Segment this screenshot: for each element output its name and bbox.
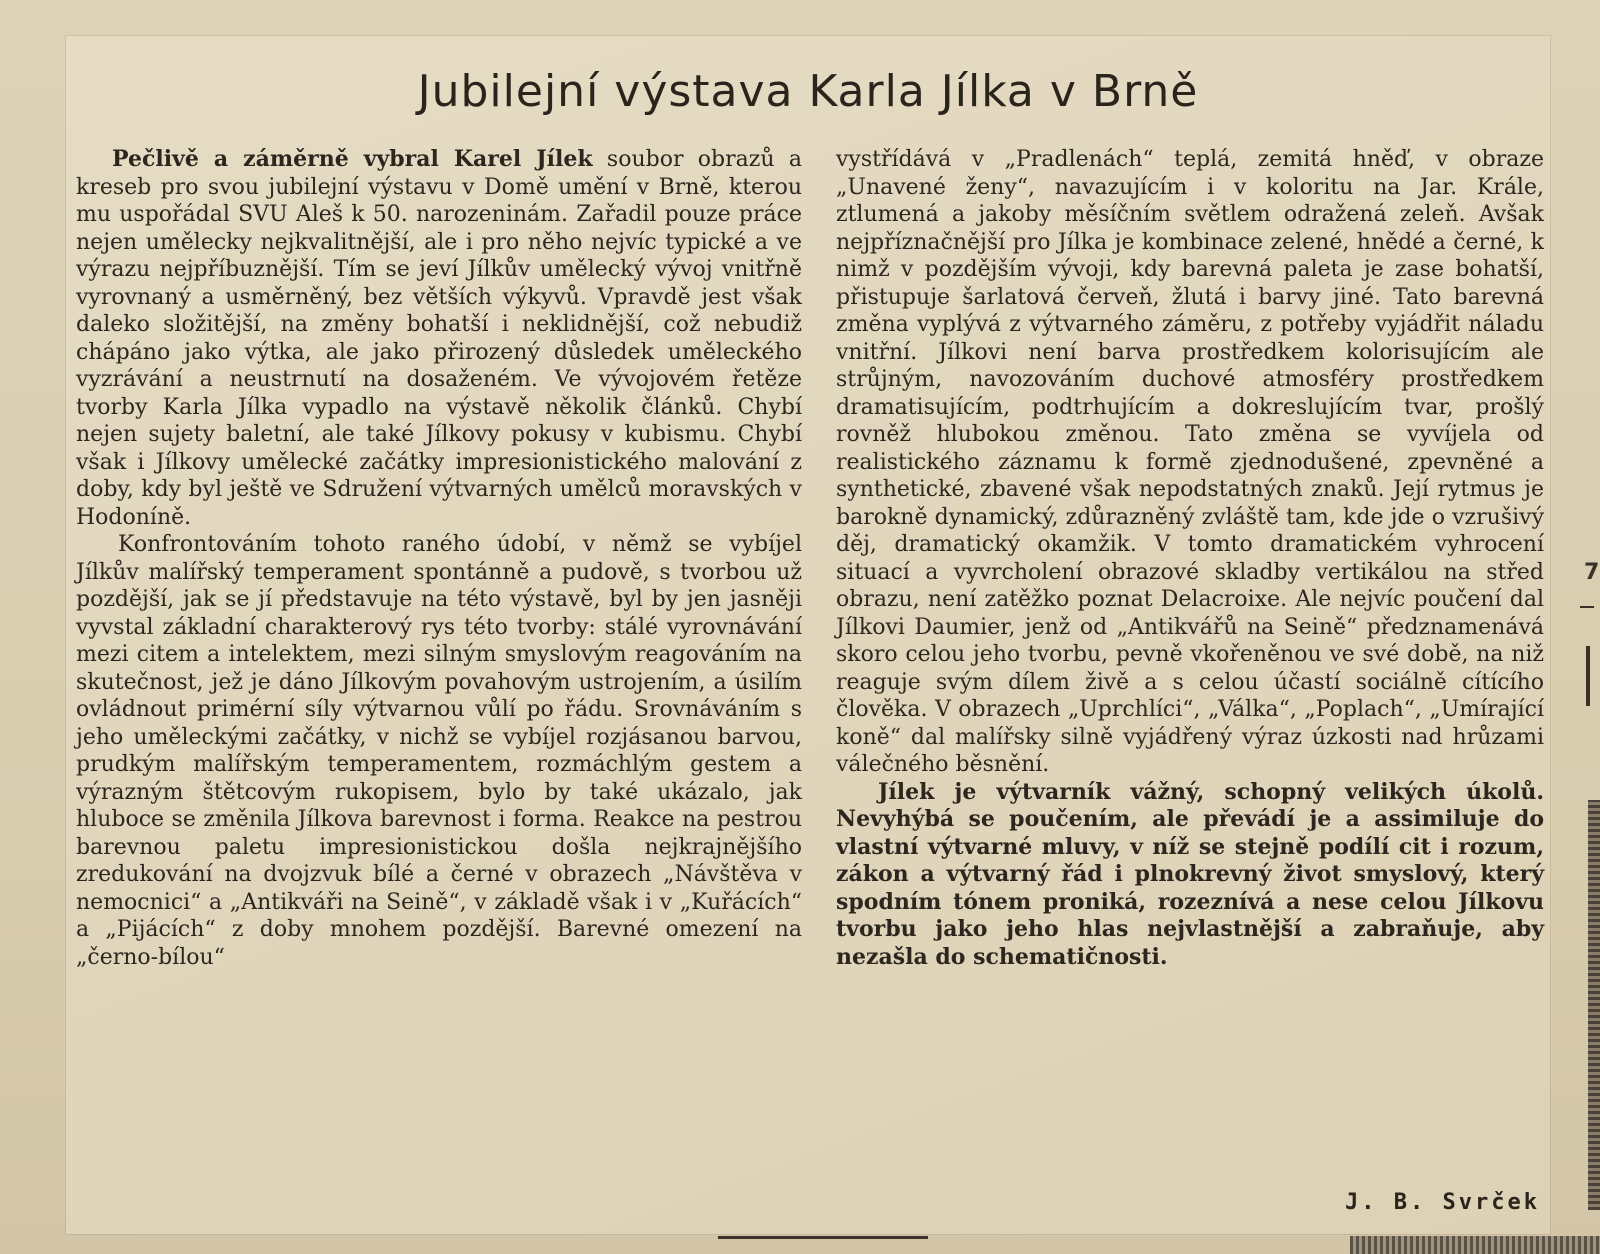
paragraph-text: soubor obrazů a kreseb pro svou jubilejní výstavu v Domě umění v Brně, kterou mu uspořádal SVU Aleš k 50. narozeninám. Zařadil pouze práce nejen umělecky nejkvalitnější, ale i pro něho nejvíc typické a ve výrazu nejpříbuznější. Tím se jeví Jílkův umělecký vývoj vnitřně vyrovnaný a usměrněný, bez větších výkyvů. Vpravdě jest však daleko složitější, na změny bohatší i neklidnější, což nebudiž chápáno jako výtka, ale jako přirozený důsledek uměleckého vyzrávání a neustrnutí na dosaženém. Ve vývojovém řetěze tvorby Karla Jílka vypadlo na výstavě několik článků. Chybí nejen sujety baletní, ale také Jílkovy pokusy v kubismu. Chybí však i Jílkovy umělecké začátky impresionistického malování z doby, kdy byl ještě ve Sdružení výtvarných umělců moravských v Hodoníně. [76, 147, 802, 530]
paragraph-text: Jílek je výtvarník vážný, schopný velikých úkolů. Nevyhýbá se poučením, ale převádí je a assimiluje do vlastní výtvarné mluvy, v níž se stejně podílí cit i rozum, zákon a výtvarný řád i plnokrevný život smyslový, který spodním tónem proniká, rozeznívá a nese celou Jílkovu tvorbu jako jeho hlas nejvlastnější a zabraňuje, aby nezašla do schematičnosti. [836, 778, 1544, 970]
article-column-left [76, 146, 802, 971]
adjacent-clipping-edge [1588, 800, 1600, 1210]
paragraph-1 [76, 146, 802, 531]
margin-mark [1580, 606, 1594, 608]
paragraph-2 [76, 531, 802, 971]
author-signature: J. B. Svrček [1345, 1190, 1540, 1215]
paragraph-4 [836, 779, 1544, 972]
article-column-right [836, 146, 1544, 971]
margin-mark [1586, 646, 1590, 706]
paragraph-3 [836, 146, 1544, 779]
paragraph-text: vystřídává v „Pradlenách“ teplá, zemitá hněď, v obraze „Unavené ženy“, navazujícím i v koloritu na Jar. Krále, ztlumená a jakoby měsíčním světlem odražená zeleň. Avšak nejpříznačnější pro Jílka je kombinace zelené, hnědé a černé, k nimž v pozdějším vývoji, kdy barevná paleta je zase bohatší, přistupuje šarlatová červeň, žlutá i barvy jiné. Tato barevná změna vyplývá z výtvarného záměru, z potřeby vyjádřit náladu vnitřní. Jílkovi není barva prostředkem kolorisujícím ale strůjným, navozováním duchové atmosféry prostředkem dramatisujícím, podtrhujícím a dokreslujícím tvar, prošlý rovněž hlubokou změnou. Tato změna se vyvíjela od realistického záznamu k formě zjednodušené, zpevněné a synthetické, zbavené však nepodstatných znaků. Její rytmus je barokně dynamický, zdůrazněný zvláště tam, kde jde o vzrušivý děj, dramatický okamžik. V tomto dramatickém vyhrocení situací a vyvrcholení obrazové skladby vertikálou na střed obrazu, není zatěžko poznat Delacroixe. Ale nejvíc poučení dal Jílkovi Daumier, jenž od „Antikvářů na Seině“ předznamenává skoro celou jeho tvorbu, pevně vkořeněnou ve své době, na niž reaguje svým dílem živě a s celou účastí sociálně cítícího člověka. V obrazech „Uprchlíci“, „Válka“, „Poplach“, „Umírající koně“ dal malířsky silně vyjádřený výraz úzkosti nad hrůzami válečného běsnění. [836, 147, 1544, 777]
paragraph-text: Konfrontováním tohoto raného údobí, v němž se vybíjel Jílkův malířský temperament spontánně a pudově, s tvorbou už pozdější, jak se jí představuje na této výstavě, byl by jen jasněji vyvstal základní charakterový rys této tvorby: stálé vyrovnávání mezi citem a intelektem, mezi silným smyslovým reagováním na skutečnost, jež je dáno Jílkovým povahovým ustrojením, a úsilím ovládnout primérní síly výtvarnou vůlí po řádu. Srovnáváním s jeho uměleckými začátky, v nichž se vybíjel rozjásanou barvou, prudkým malířským temperamentem, rozmáchlým gestem a výrazným štětcovým rukopisem, bylo by také ukázalo, jak hluboce se změnila Jílkova barevnost i forma. Reakce na pestrou barevnou paletu impresionistickou došla nejkrajnějšího zredukování na dvojzvuk bílé a černé v obrazech „Návštěva v nemocnici“ a „Antikváři na Seině“, v základě však i v „Kuřácích“ a „Pijácích“ z doby mnohem pozdější. Barevné omezení na „černo-bílou“ [76, 532, 802, 970]
article-headline: Jubilejní výstava Karla Jílka v Brně [417, 66, 1199, 117]
adjacent-clipping-corner [1350, 1236, 1600, 1254]
closing-rule [718, 1236, 928, 1239]
margin-page-digit: 7 [1584, 560, 1600, 585]
paragraph-lead: Pečlivě a záměrně vybral Karel Jílek [112, 146, 593, 172]
